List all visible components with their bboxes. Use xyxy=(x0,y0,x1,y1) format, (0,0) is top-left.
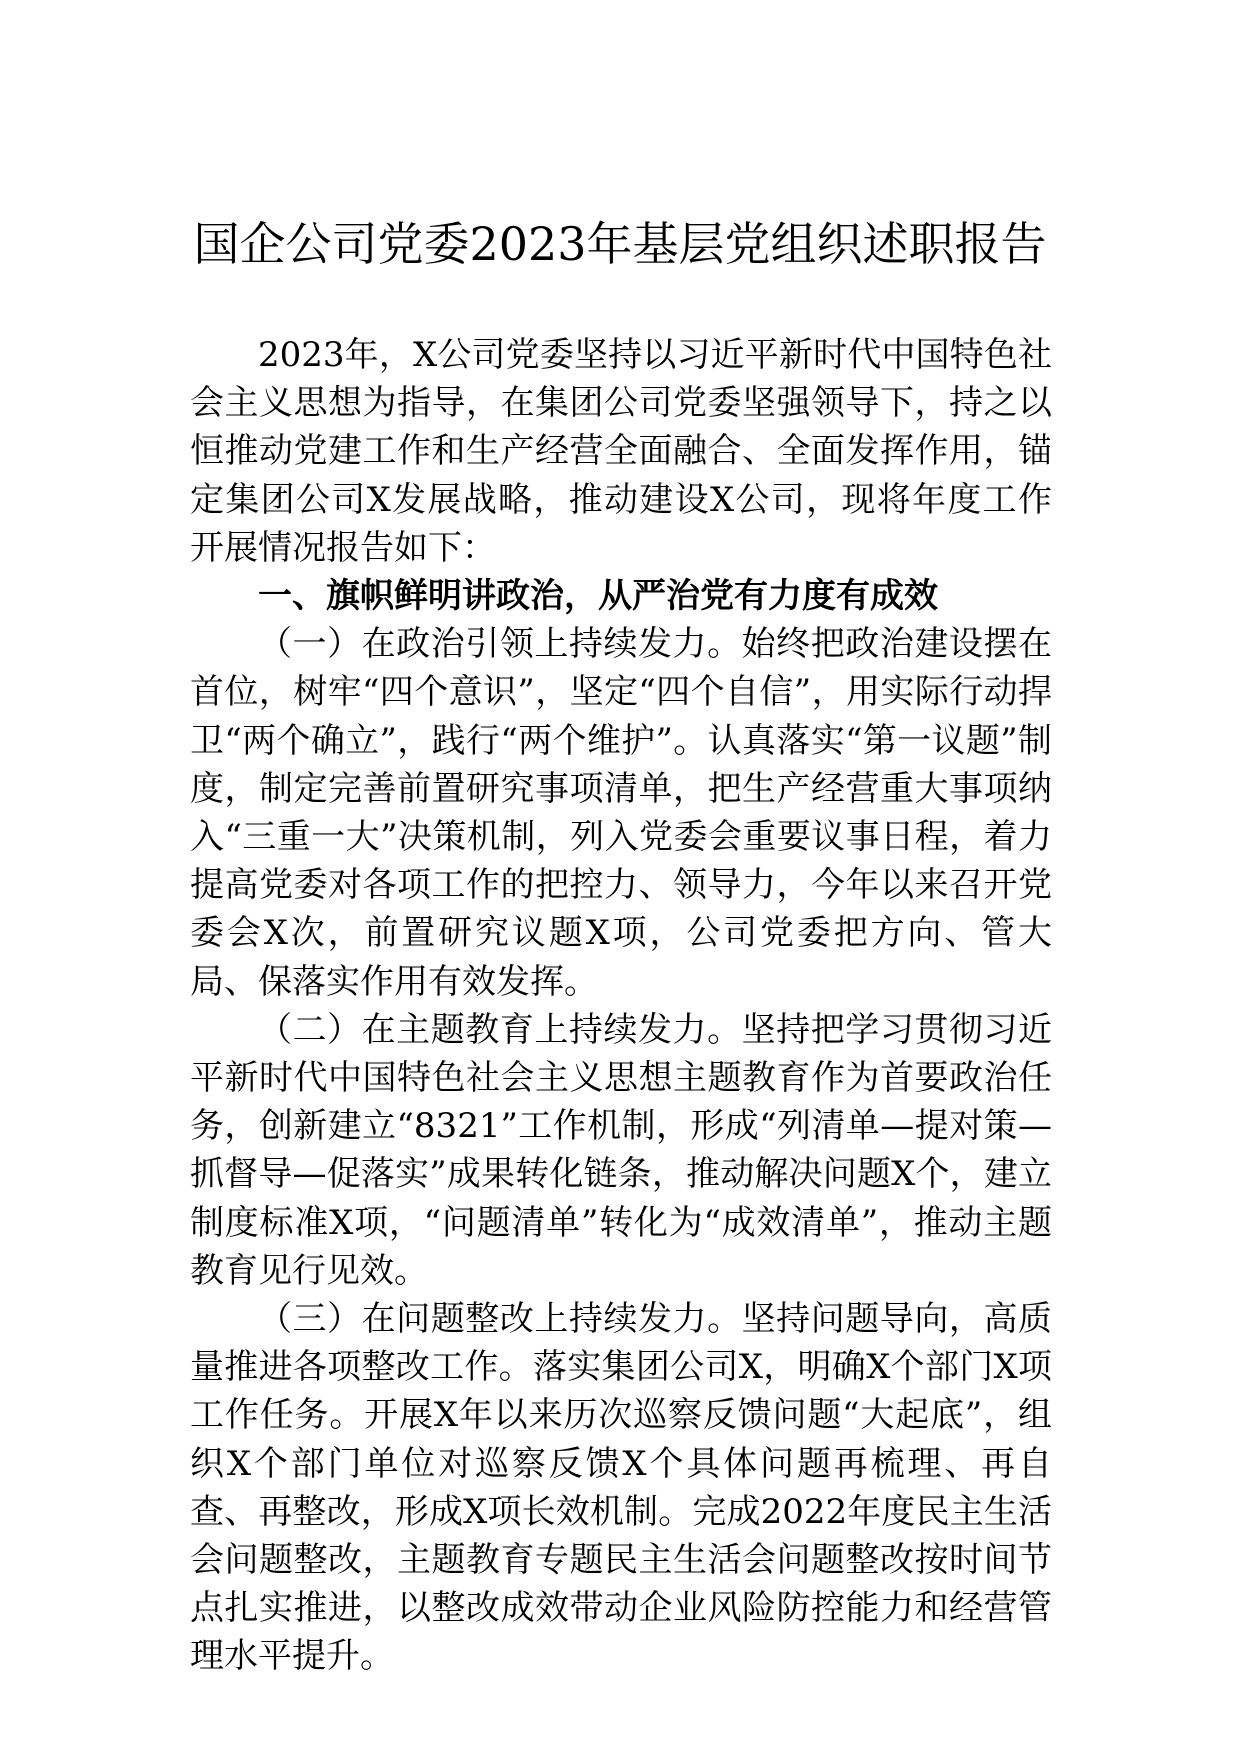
subsection-paragraph-2: （二）在主题教育上持续发力。坚持把学习贯彻习近平新时代中国特色社会主义思想主题教育作为首要政治任务，创新建立“8321”工作机制，形成“列清单—提对策—抓督导—促落实”成果转化链条，推动解决问题X个，建立制度标准X项，“问题清单”转化为“成效清单”，推动主题教育见行见效。 xyxy=(190,1009,1052,1291)
document-title: 国企公司党委2023年基层党组织述职报告 xyxy=(193,217,1047,271)
section-heading-1: 一、旗帜鲜明讲政治，从严治党有力度有成效 xyxy=(258,576,938,617)
intro-paragraph: 2023年，X公司党委坚持以习近平新时代中国特色社会主义思想为指导，在集团公司党委坚强领导下，持之以恒推动党建工作和生产经营全面融合、全面发挥作用，锚定集团公司X发展战略，推动建设X公司，现将年度工作开展情况报告如下： xyxy=(190,335,1052,568)
subsection-paragraph-1: （一）在政治引领上持续发力。始终把政治建设摆在首位，树牢“四个意识”，坚定“四个自信”，用实际行动捍卫“两个确立”，践行“两个维护”。认真落实“第一议题”制度，制定完善前置研究事项清单，把生产经营重大事项纳入“三重一大”决策机制，列入党委会重要议事日程，着力提高党委对各项工作的把控力、领导力，今年以来召开党委会X次，前置研究议题X项，公司党委把方向、管大局、保落实作用有效发挥。 xyxy=(190,624,1052,1002)
document-body xyxy=(190,331,1052,1681)
subsection-paragraph-3: （三）在问题整改上持续发力。坚持问题导向，高质量推进各项整改工作。落实集团公司X，明确X个部门X项工作任务。开展X年以来历次巡察反馈问题“大起底”，组织X个部门单位对巡察反馈X个具体问题再梳理、再自查、再整改，形成X项长效机制。完成2022年度民主生活会问题整改，主题教育专题民主生活会问题整改按时间节点扎实推进，以整改成效带动企业风险防控能力和经营管理水平提升。 xyxy=(190,1299,1052,1677)
